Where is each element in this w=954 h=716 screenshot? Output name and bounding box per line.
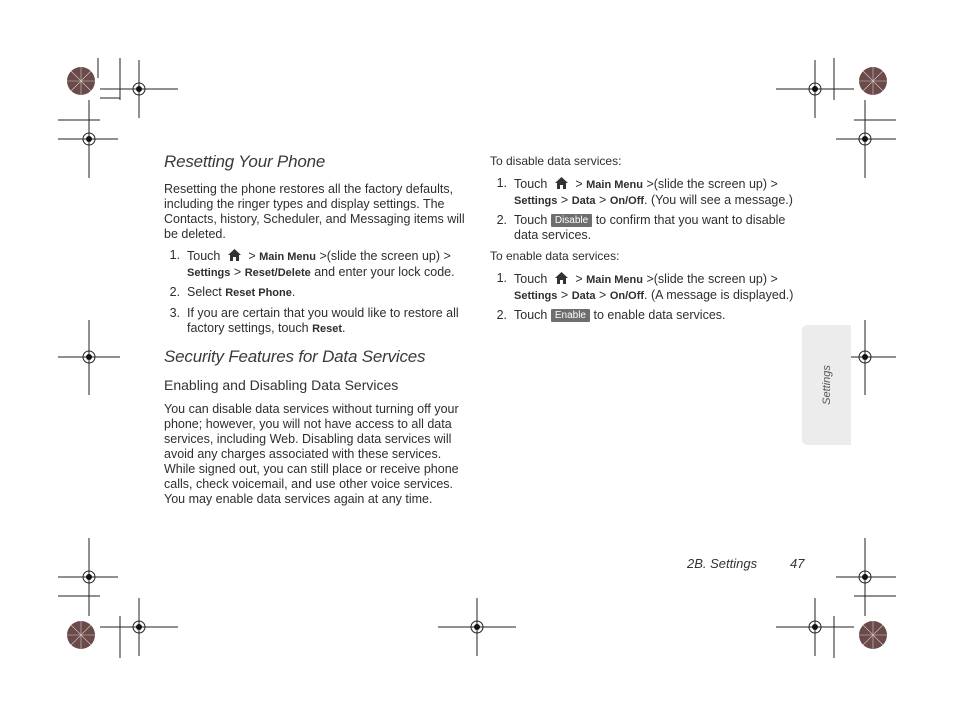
- section-side-tab: [802, 325, 851, 445]
- disable-step-2: 2. Touch Disable to confirm that you want to disable data services.: [496, 213, 786, 242]
- home-icon: [227, 248, 242, 262]
- disable-intro: To disable data services:: [490, 154, 622, 168]
- enable-intro: To enable data services:: [490, 249, 620, 263]
- subheading-data-services: Enabling and Disabling Data Services: [164, 377, 399, 393]
- home-icon: [554, 271, 569, 285]
- footer-section: 2B. Settings: [687, 556, 758, 571]
- security-description: You can disable data services without turning off your phone; however, you will not have access to all data services, including Web. Disabling data services will avoid any charges associated with these services. While signed out, you can still place or receive phone calls, check voicemail, and use other voice services. You may enable data services again at any time.: [164, 402, 459, 506]
- side-tab-label: Settings: [820, 365, 833, 405]
- disable-button[interactable]: Disable: [551, 214, 592, 227]
- enable-step-2: 2. Touch Enable to enable data services.: [496, 308, 726, 322]
- enable-step-1: 1. Touch > Main Menu >(slide the screen up) > Settings > Data > On/Off. (A message is displayed.): [496, 271, 794, 302]
- section-title-security: Security Features for Data Services: [164, 347, 426, 366]
- home-icon: [554, 176, 569, 190]
- reset-description: Resetting the phone restores all the factory defaults, including the ringer types and display settings. The Contacts, history, Scheduler, and Messaging items will be deleted.: [164, 182, 465, 241]
- enable-button[interactable]: Enable: [551, 309, 590, 322]
- reset-step-3: 3. If you are certain that you would like to restore all factory settings, touch Reset.: [169, 306, 459, 335]
- section-title-reset: Resetting Your Phone: [164, 152, 326, 171]
- reset-step-2: 2. Select Reset Phone.: [169, 285, 296, 299]
- reset-step-1: 1. Touch > Main Menu >(slide the screen up) > Settings > Reset/Delete and enter your lock code.: [169, 248, 455, 279]
- disable-step-1: 1. Touch > Main Menu >(slide the screen up) > Settings > Data > On/Off. (You will see a message.): [496, 176, 793, 207]
- page-number: 47: [790, 556, 805, 571]
